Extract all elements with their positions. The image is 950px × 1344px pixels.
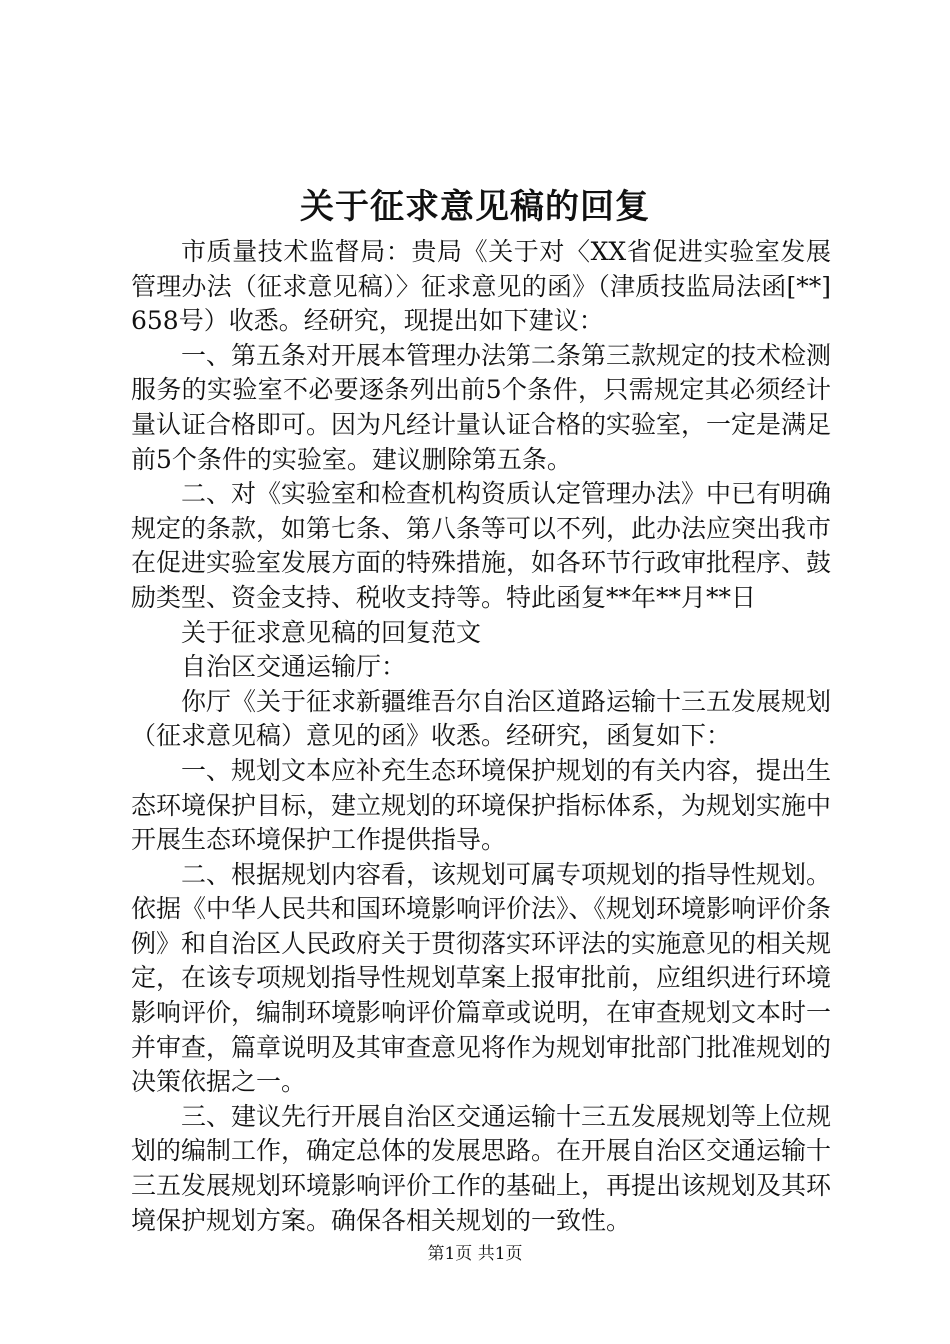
paragraph-point-2: 二、根据规划内容看，该规划可属专项规划的指导性规划。依据《中华人民共和国环境影响评价法》、《规划环境影响评价条例》和自治区人民政府关于贯彻落实环评法的实施意见的相关规定，在该专项规划指导性规划草案上报审批前，应组织进行环境影响评价，编制环境影响评价篇章或说明，在审查规划文本时一并审查，篇章说明及其审查意见将作为规划审批部门批准规划的决策依据之一。: [131, 859, 832, 1097]
paragraph-subtitle: 关于征求意见稿的回复范文: [181, 617, 482, 647]
paragraph-item-1: 一、第五条对开展本管理办法第二条第三款规定的技术检测服务的实验室不必要逐条列出前5个条件，只需规定其必须经计量认证合格即可。因为凡经计量认证合格的实验室，一定是满足前5个条件的实验室。建议删除第五条。: [131, 340, 832, 474]
document-title: 关于征求意见稿的回复: [300, 187, 650, 227]
page-footer: 第1页 共1页: [427, 1244, 523, 1264]
paragraph-intro: 你厅《关于征求新疆维吾尔自治区道路运输十三五发展规划（征求意见稿）意见的函》收悉。经研究，函复如下：: [131, 686, 832, 751]
paragraph-salutation: 市质量技术监督局：贵局《关于对〈XX省促进实验室发展管理办法（征求意见稿）〉征求意见的函》（津质技监局法函[**]658号）收悉。经研究，现提出如下建议：: [131, 237, 831, 336]
paragraph-point-1: 一、规划文本应补充生态环境保护规划的有关内容，提出生态环境保护目标，建立规划的环境保护指标体系，为规划实施中开展生态环境保护工作提供指导。: [131, 755, 832, 855]
document-body: [131, 235, 831, 1238]
paragraph-item-2: 二、对《实验室和检查机构资质认定管理办法》中已有明确规定的条款，如第七条、第八条等可以不列，此办法应突出我市在促进实验室发展方面的特殊措施，如各环节行政审批程序、鼓励类型、资金支持、税收支持等。特此函复**年**月**日: [131, 479, 832, 612]
paragraph-point-3: 三、建议先行开展自治区交通运输十三五发展规划等上位规划的编制工作，确定总体的发展思路。在开展自治区交通运输十三五发展规划环境影响评价工作的基础上，再提出该规划及其环境保护规划方案。确保各相关规划的一致性。: [131, 1101, 832, 1235]
paragraph-recipient: 自治区交通运输厅：: [181, 652, 407, 682]
